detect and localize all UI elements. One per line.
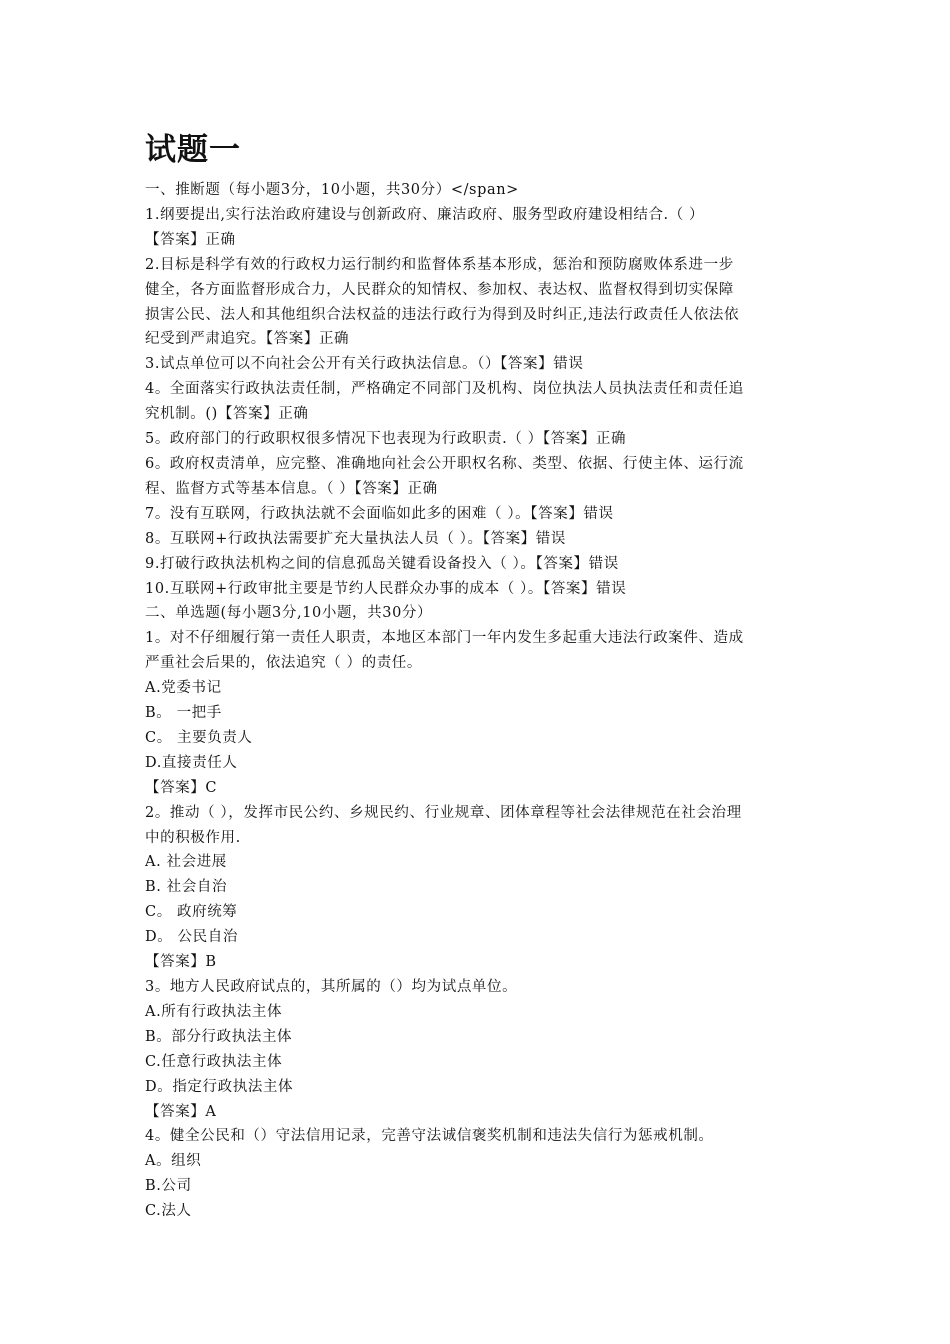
text-line: 2。推动（ ），发挥市民公约、乡规民约、行业规章、团体章程等社会法律规范在社会治理 [145,804,742,821]
text-line: 7。没有互联网，行政执法就不会面临如此多的困难（ ）。【答案】错误 [145,505,614,522]
text-line: 中的积极作用. [145,829,241,846]
text-line: 3.试点单位可以不向社会公开有关行政执法信息。（）【答案】错误 [145,356,584,373]
text-line: B. 社会自治 [145,879,228,896]
text-line: D。 公民自治 [145,929,238,946]
text-line: 【答案】C [145,779,218,796]
text-line: A.党委书记 [145,680,222,697]
text-line: 1。对不仔细履行第一责任人职责，本地区本部门一年内发生多起重大违法行政案件、造成 [145,630,744,647]
text-line: 2.目标是科学有效的行政权力运行制约和监督体系基本形成，惩治和预防腐败体系进一步 [145,256,734,273]
text-line: 损害公民、法人和其他组织合法权益的违法行政行为得到及时纠正,违法行政责任人依法依 [145,306,740,323]
text-line: C.法人 [145,1203,192,1220]
document-page [145,128,815,1224]
text-line: 8。互联网+行政执法需要扩充大量执法人员（ ）。【答案】错误 [145,530,566,547]
text-line: B.公司 [145,1178,192,1195]
text-line: B。部分行政执法主体 [145,1028,293,1045]
text-line: C.任意行政执法主体 [145,1053,283,1070]
text-line: 纪受到严肃追究。【答案】正确 [145,331,350,348]
text-line: 二、单选题(每小题3分,10小题，共30分） [145,605,433,622]
text-line: 【答案】B [145,954,217,971]
text-line: 5。政府部门的行政职权很多情况下也表现为行政职责.（ ）【答案】正确 [145,431,627,448]
text-line: B。 一把手 [145,705,222,722]
text-line: 4。全面落实行政执法责任制，严格确定不同部门及机构、岗位执法人员执法责任和责任追 [145,381,744,398]
text-line: A。组织 [145,1153,202,1170]
text-line: A.所有行政执法主体 [145,1003,283,1020]
text-line: 健全，各方面监督形成合力，人民群众的知情权、参加权、表达权、监督权得到切实保障 [145,281,734,298]
text-line: 【答案】A [145,1103,217,1120]
text-line: 6。政府权责清单，应完整、准确地向社会公开职权名称、类型、依据、行使主体、运行流 [145,455,744,472]
text-line: 10.互联网+行政审批主要是节约人民群众办事的成本（ ）。【答案】错误 [145,580,627,597]
text-line: 【答案】正确 [145,231,236,248]
text-line: 究机制。()【答案】正确 [145,406,309,423]
text-line: C。 政府统筹 [145,904,238,921]
text-line: D。指定行政执法主体 [145,1078,294,1095]
text-line: A. 社会进展 [145,854,227,871]
text-line: D.直接责任人 [145,754,238,771]
text-line: 严重社会后果的，依法追究（ ）的责任。 [145,655,423,672]
text-line: 1.纲要提出,实行法治政府建设与创新政府、廉洁政府、服务型政府建设相结合.（ ） [145,206,705,223]
document-body [145,178,815,1224]
text-line: C。 主要负责人 [145,729,253,746]
document-title: 试题一 [145,132,241,168]
text-line: 9.打破行政执法机构之间的信息孤岛关键看设备投入（ ）。【答案】错误 [145,555,619,572]
text-line: 程、监督方式等基本信息。（ ）【答案】正确 [145,480,438,497]
text-line: 3。地方人民政府试点的，其所属的（）均为试点单位。 [145,979,518,995]
text-line: 一、推断题（每小题3分，10小题，共30分）</span> [145,182,519,198]
text-line: 4。健全公民和（）守法信用记录，完善守法诚信褒奖机制和违法失信行为惩戒机制。 [145,1128,714,1145]
